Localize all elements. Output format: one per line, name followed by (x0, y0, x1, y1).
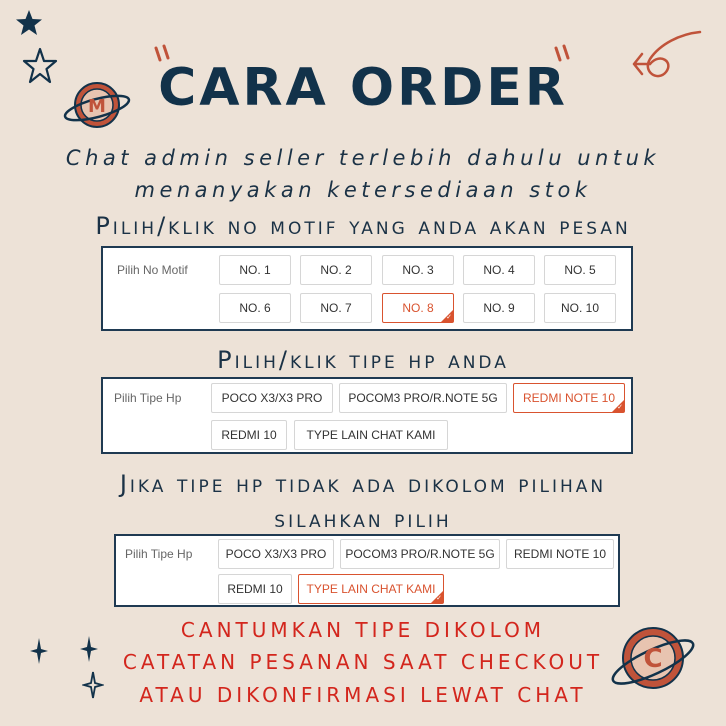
motif-option-9[interactable]: NO. 9 (463, 293, 535, 323)
step2-text: Pilih/klik no motif yang anda akan pesan (95, 212, 631, 240)
motif-option-7[interactable]: NO. 7 (300, 293, 372, 323)
footer-line3: ATAU DIKONFIRMASI LEWAT CHAT (139, 683, 587, 707)
sparkle-icon (78, 634, 100, 664)
hp-panel-2-label: Pilih Tipe Hp (125, 547, 193, 561)
hp2-option-redmi-note10[interactable]: REDMI NOTE 10 (506, 539, 614, 569)
hp-panel-1 (101, 377, 633, 454)
step1-line2: menanyakan ketersediaan stok (134, 178, 592, 202)
motif-option-8-selected[interactable]: ✓ NO. 8 (382, 293, 454, 323)
hp1-option-pocom3[interactable]: POCOM3 PRO/R.NOTE 5G (339, 383, 507, 413)
motif-option-6[interactable]: NO. 6 (219, 293, 291, 323)
page-title: CARA ORDER (158, 58, 568, 118)
step1-line1: Chat admin seller terlebih dahulu untuk (65, 146, 661, 170)
step4-line1: Jika tipe hp tidak ada dikolom pilihan (119, 470, 607, 498)
footer-line2: CATATAN PESANAN SAAT CHECKOUT (122, 650, 604, 674)
hp-panel-1-label: Pilih Tipe Hp (114, 391, 182, 405)
star-icon (14, 8, 44, 38)
hp1-option-redmi-note10-selected[interactable]: ✓ REDMI NOTE 10 (513, 383, 625, 413)
hp1-option-redmi10[interactable]: REDMI 10 (211, 420, 287, 450)
hp2-option-poco-x3[interactable]: POCO X3/X3 PRO (218, 539, 334, 569)
motif-panel (101, 246, 633, 331)
motif-option-3[interactable]: NO. 3 (382, 255, 454, 285)
logo-top-letter: M (88, 96, 106, 117)
coin-planet-logo-bottom (605, 610, 701, 706)
hp1-option-type-lain[interactable]: TYPE LAIN CHAT KAMI (294, 420, 448, 450)
motif-option-1[interactable]: NO. 1 (219, 255, 291, 285)
hp-panel-2 (114, 534, 620, 607)
footer-line1: CANTUMKAN TIPE DIKOLOM (180, 618, 546, 642)
hp1-option-poco-x3[interactable]: POCO X3/X3 PRO (211, 383, 333, 413)
motif-option-5[interactable]: NO. 5 (544, 255, 616, 285)
step3-text: Pilih/klik tipe hp anda (217, 346, 509, 374)
sparkle-icon (28, 636, 50, 666)
hp2-option-pocom3[interactable]: POCOM3 PRO/R.NOTE 5G (340, 539, 500, 569)
hp2-option-redmi10[interactable]: REDMI 10 (218, 574, 292, 604)
motif-option-4[interactable]: NO. 4 (463, 255, 535, 285)
hp2-option-type-lain-selected[interactable]: ✓ TYPE LAIN CHAT KAMI (298, 574, 444, 604)
motif-option-2[interactable]: NO. 2 (300, 255, 372, 285)
step4-line2: silahkan pilih (274, 505, 452, 533)
motif-panel-label: Pilih No Motif (117, 263, 188, 277)
logo-bottom-letter: C (643, 644, 663, 674)
motif-option-10[interactable]: NO. 10 (544, 293, 616, 323)
sparkle-outline-icon (82, 670, 104, 700)
